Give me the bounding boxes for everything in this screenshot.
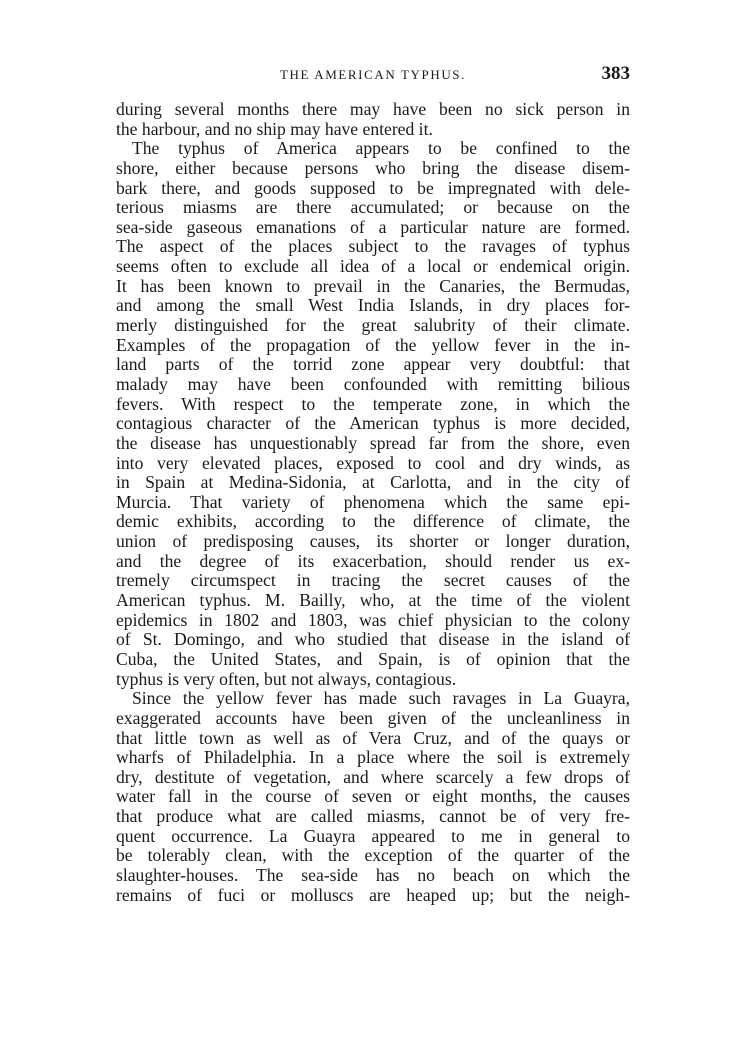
text-line: The aspect of the places subject to the ravages of typhus — [116, 236, 630, 257]
text-line: contagious character of the American typhus is more decided, — [116, 413, 630, 434]
text-line: in Spain at Medina-Sidonia, at Carlotta, and in the city of — [116, 472, 630, 493]
text-line: wharfs of Philadelphia. In a place where the soil is extremely — [116, 747, 630, 768]
text-line: It has been known to prevail in the Canaries, the Bermudas, — [116, 275, 630, 296]
text-line: of St. Domingo, and who studied that disease in the island of — [116, 629, 630, 650]
page-number: 383 — [601, 63, 630, 84]
text-line: merly distinguished for the great salubrity of their climate. — [116, 315, 630, 336]
text-line: demic exhibits, according to the difference of climate, the — [116, 511, 630, 532]
text-line: Examples of the propagation of the yellow fever in the in- — [116, 334, 630, 355]
text-line: the disease has unquestionably spread far from the shore, even — [116, 432, 630, 453]
text-line: malady may have been confounded with remitting bilious — [116, 373, 630, 394]
text-line: typhus is very often, but not always, contagious. — [116, 668, 457, 689]
text-line: seems often to exclude all idea of a local or endemical origin. — [116, 256, 630, 277]
text-line: Murcia. That variety of phenomena which the same epi- — [116, 491, 630, 512]
text-line: Since the yellow fever has made such ravages in La Guayra, — [132, 688, 630, 709]
running-title: THE AMERICAN TYPHUS. — [280, 67, 466, 82]
text-line: and among the small West India Islands, in dry places for- — [116, 295, 630, 316]
text-line: shore, either because persons who bring the disease disem- — [116, 157, 630, 178]
text-line: epidemics in 1802 and 1803, was chief physician to the colony — [116, 609, 630, 630]
text-line: American typhus. M. Bailly, who, at the time of the violent — [116, 590, 630, 611]
text-line: tremely circumspect in tracing the secret causes of the — [116, 570, 630, 591]
text-line: during several months there may have been no sick person in — [116, 99, 630, 119]
text-line: into very elevated places, exposed to cool and dry winds, as — [116, 452, 630, 473]
text-line: bark there, and goods supposed to be impregnated with dele- — [116, 177, 630, 198]
text-line: exaggerated accounts have been given of the uncleanliness in — [116, 707, 630, 728]
running-head — [116, 63, 630, 85]
text-line: water fall in the course of seven or eight months, the causes — [116, 786, 630, 807]
text-line: dry, destitute of vegetation, and where scarcely a few drops of — [116, 766, 630, 787]
text-line: terious miasms are there accumulated; or because on the — [116, 197, 630, 218]
text-line: slaughter-houses. The sea-side has no beach on which the — [116, 864, 630, 885]
text-line: be tolerably clean, with the exception of the quarter of the — [116, 845, 630, 866]
text-line: remains of fuci or molluscs are heaped up; but the neigh- — [116, 884, 630, 905]
text-line: fevers. With respect to the temperate zone, in which the — [116, 393, 630, 414]
text-line: quent occurrence. La Guayra appeared to me in general to — [116, 825, 630, 846]
text-line: and the degree of its exacerbation, should render us ex- — [116, 550, 630, 571]
text-line: The typhus of America appears to be confined to the — [132, 138, 630, 159]
text-line: that little town as well as of Vera Cruz, and of the quays or — [116, 727, 630, 748]
text-line: Cuba, the United States, and Spain, is of opinion that the — [116, 648, 630, 669]
text-line: the harbour, and no ship may have entered it. — [116, 118, 433, 139]
text-line: that produce what are called miasms, cannot be of very fre- — [116, 806, 630, 827]
text-line: land parts of the torrid zone appear very doubtful: that — [116, 354, 630, 375]
text-line: union of predisposing causes, its shorter or longer duration, — [116, 531, 630, 552]
body-text — [116, 100, 630, 905]
text-line: sea-side gaseous emanations of a particular nature are formed. — [116, 216, 630, 237]
